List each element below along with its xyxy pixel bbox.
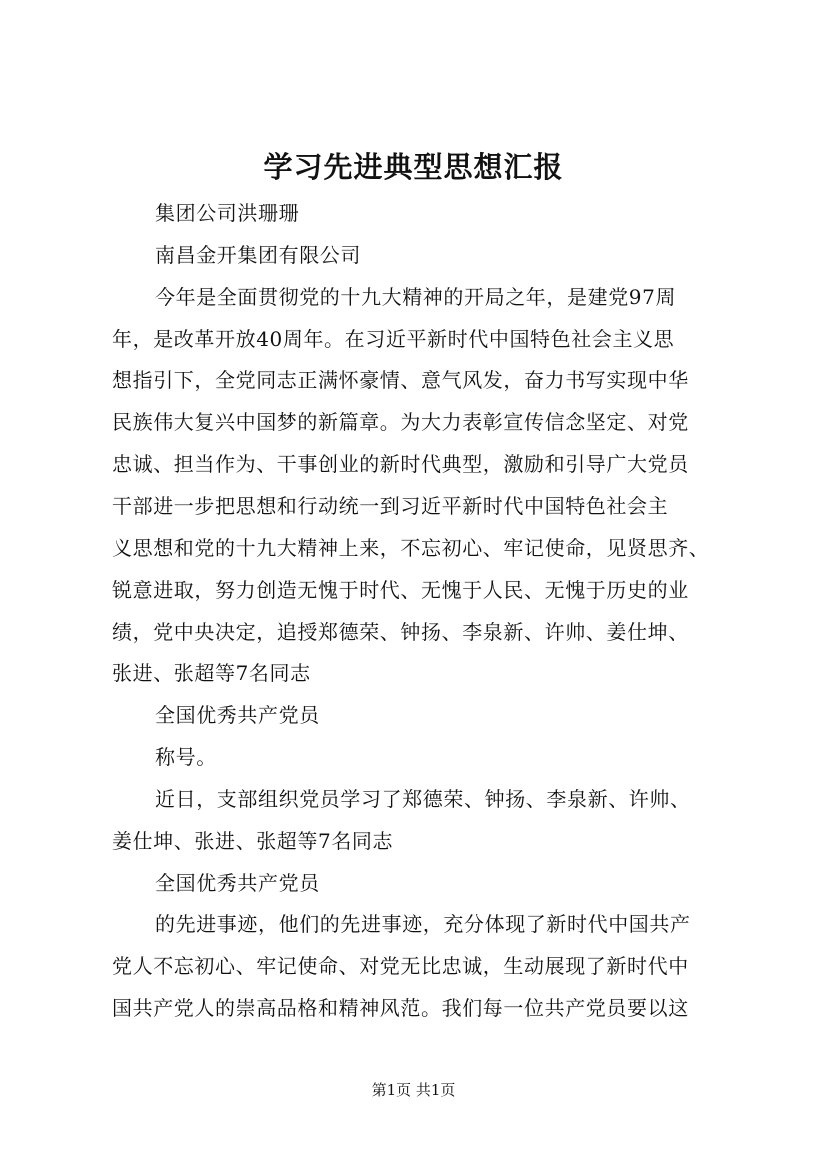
paragraph-line: 党人不忘初心、牢记使命、对党无比忠诚，生动展现了新时代中 (112, 954, 689, 978)
paragraph-line: 年，是改革开放40周年。在习近平新时代中国特色社会主义思 (112, 327, 675, 351)
paragraph-line: 张进、张超等7名同志 (112, 661, 311, 685)
paragraph-line: 今年是全面贯彻党的十九大精神的开局之年，是建党97周 (155, 285, 677, 309)
author-line: 集团公司洪珊珊 (155, 201, 300, 225)
paragraph-line: 干部进一步把思想和行动统一到习近平新时代中国特色社会主 (112, 494, 669, 518)
paragraph-line: 的先进事迹，他们的先进事迹，充分体现了新时代中国共产 (155, 912, 691, 936)
paragraph-line: 国共产党人的崇高品格和精神风范。我们每一位共产党员要以这 (112, 996, 689, 1020)
page-title: 学习先进典型思想汇报 (263, 150, 564, 184)
paragraph-line: 绩，党中央决定，追授郑德荣、钟扬、李泉新、许帅、姜仕坤、 (112, 620, 689, 644)
paragraph-line: 近日，支部组织党员学习了郑德荣、钟扬、李泉新、许帅、 (155, 787, 691, 811)
paragraph-line: 民族伟大复兴中国梦的新篇章。为大力表彰宣传信念坚定、对党 (112, 410, 689, 434)
paragraph-line: 义思想和党的十九大精神上来，不忘初心、牢记使命，见贤思齐、 (112, 536, 710, 560)
paragraph-line: 忠诚、担当作为、干事创业的新时代典型，激励和引导广大党员 (112, 452, 689, 476)
honor-title-line: 全国优秀共产党员 (155, 703, 320, 727)
paragraph-line: 称号。 (155, 745, 217, 769)
paragraph-line: 锐意进取，努力创造无愧于时代、无愧于人民、无愧于历史的业 (112, 578, 689, 602)
paragraph-line: 想指引下，全党同志正满怀豪情、意气风发，奋力书写实现中华 (112, 368, 689, 392)
page-footer: 第1页 共1页 (371, 1081, 456, 1099)
honor-title-line: 全国优秀共产党员 (155, 871, 320, 895)
paragraph-line: 姜仕坤、张进、张超等7名同志 (112, 829, 394, 853)
organization-line: 南昌金开集团有限公司 (155, 243, 361, 267)
